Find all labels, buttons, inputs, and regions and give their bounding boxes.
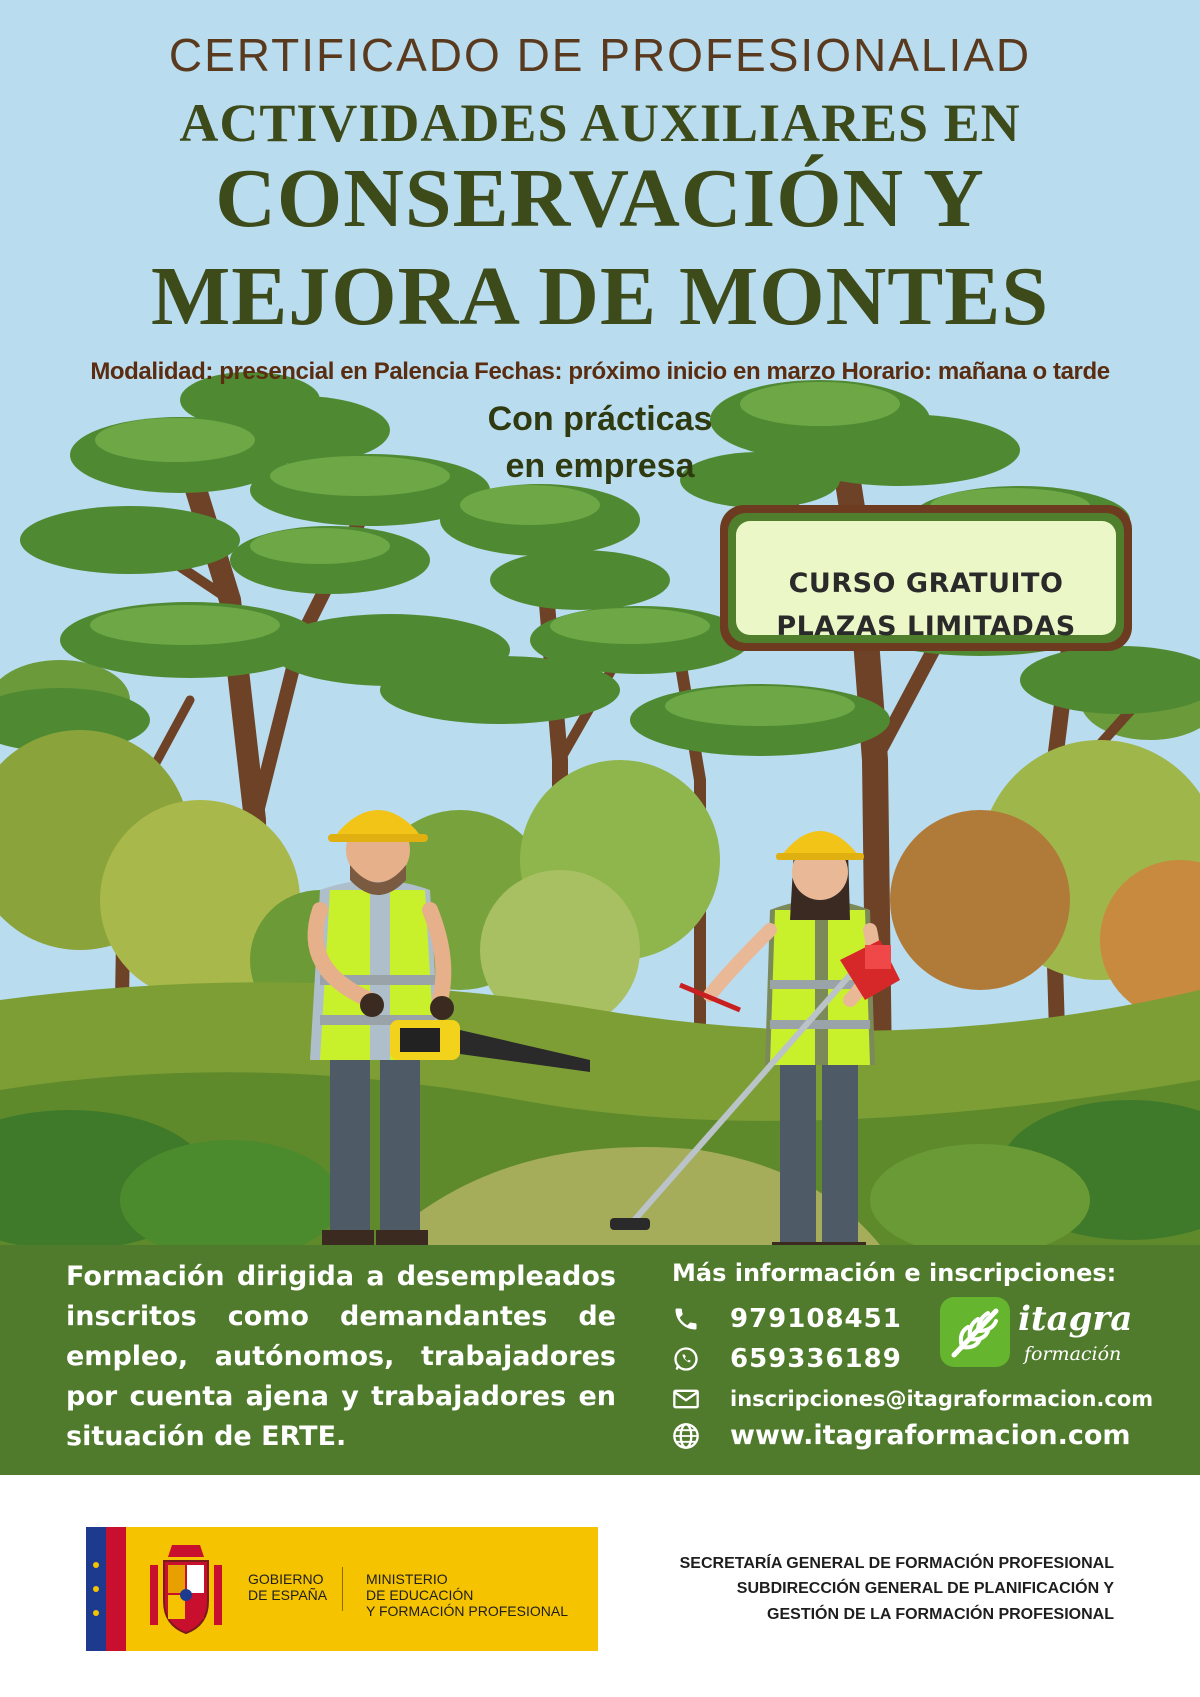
website-url[interactable]: www.itagraformacion.com xyxy=(730,1420,1131,1451)
practice-note-line-1: Con prácticas xyxy=(487,400,713,438)
phone-icon xyxy=(672,1305,700,1333)
email-address[interactable]: inscripciones@itagraformacion.com xyxy=(730,1387,1154,1411)
logo-divider xyxy=(342,1567,343,1611)
secretariat-line-2: SUBDIRECCIÓN GENERAL DE PLANIFICACIÓN Y xyxy=(736,1580,1114,1597)
info-band xyxy=(0,1245,1200,1475)
target-audience-text xyxy=(66,1257,616,1457)
whatsapp-number[interactable]: 659336189 xyxy=(730,1344,902,1374)
target-line: situación de ERTE. xyxy=(66,1421,347,1452)
secretariat-line-1: SECRETARÍA GENERAL DE FORMACIÓN PROFESIONAL xyxy=(679,1555,1114,1572)
more-info-title: Más información e inscripciones: xyxy=(672,1259,1117,1287)
leaf-icon xyxy=(940,1297,1010,1367)
gov-line-1: GOBIERNO xyxy=(248,1571,324,1587)
free-course-badge xyxy=(720,505,1132,651)
eu-flag-icon xyxy=(86,1527,126,1651)
government-name xyxy=(248,1571,327,1603)
email-icon xyxy=(672,1385,700,1413)
ministry-name xyxy=(366,1571,568,1619)
logo-subtitle: formación xyxy=(1024,1343,1122,1365)
badge-line-1: CURSO GRATUITO xyxy=(788,568,1064,599)
whatsapp-icon xyxy=(672,1345,700,1373)
secretariat-line-3: GESTIÓN DE LA FORMACIÓN PROFESIONAL xyxy=(767,1606,1114,1623)
course-title-line-2: CONSERVACIÓN Y xyxy=(215,152,985,245)
gov-line-2: DE ESPAÑA xyxy=(248,1587,328,1603)
itagra-logo xyxy=(940,1297,1133,1377)
certificate-title: CERTIFICADO DE PROFESIONALIAD xyxy=(168,29,1032,81)
practice-note-line-2: en empresa xyxy=(505,447,695,485)
target-line: empleo, autónomos, trabajadores xyxy=(66,1341,616,1372)
coat-of-arms-icon xyxy=(146,1541,226,1637)
government-logo xyxy=(86,1527,598,1651)
target-line: por cuenta ajena y trabajadores en xyxy=(66,1381,616,1412)
footer xyxy=(0,1475,1200,1697)
course-title-line-3: MEJORA DE MONTES xyxy=(150,250,1050,343)
logo-name: itagra xyxy=(1018,1299,1133,1339)
phone-number[interactable]: 979108451 xyxy=(730,1304,902,1334)
ministry-line-1: MINISTERIO xyxy=(366,1571,448,1587)
badge-panel xyxy=(736,521,1116,642)
target-line: Formación dirigida a desempleados xyxy=(66,1261,616,1292)
course-title-line-1: ACTIVIDADES AUXILIARES EN xyxy=(179,93,1021,153)
badge-frame xyxy=(728,513,1124,643)
course-details: Modalidad: presencial en Palencia Fechas: próximo inicio en marzo Horario: mañana o tarde xyxy=(90,358,1110,385)
ministry-line-2: DE EDUCACIÓN xyxy=(366,1587,474,1603)
globe-icon xyxy=(672,1422,700,1450)
ministry-line-3: Y FORMACIÓN PROFESIONAL xyxy=(366,1603,568,1619)
target-line: inscritos como demandantes de xyxy=(66,1301,616,1332)
badge-line-2: PLAZAS LIMITADAS xyxy=(776,611,1076,642)
